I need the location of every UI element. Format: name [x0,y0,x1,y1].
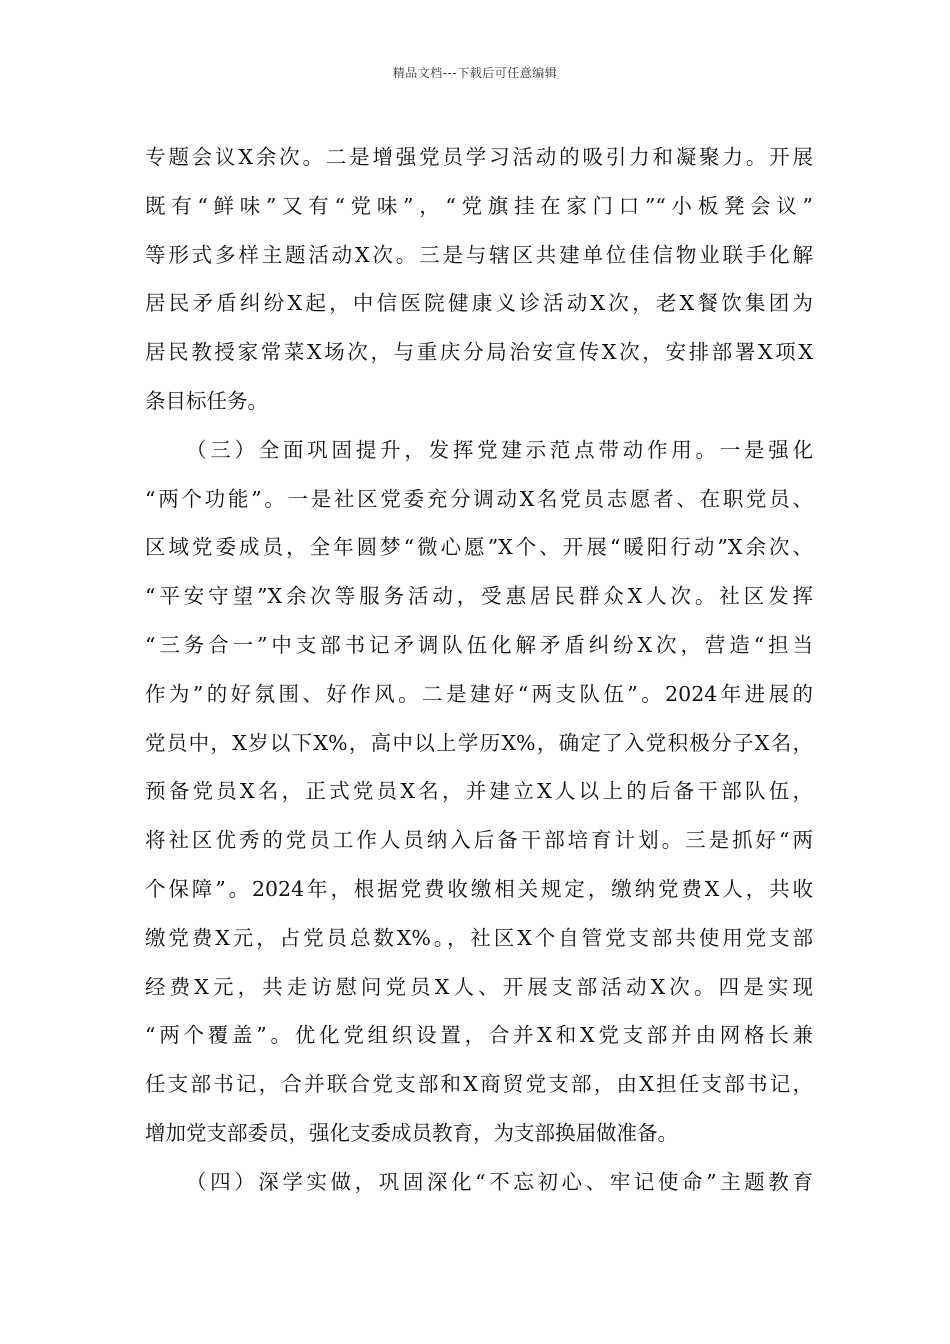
paragraph-line: （三）全面巩固提升，发挥党建示范点带动作用。一是强化 [186,437,813,462]
paragraph-line: “平安守望”X余次等服务活动，受惠居民群众X人次。社区发挥 [145,584,813,609]
paragraph-line: 任支部书记，合并联合党支部和X商贸党支部，由X担任支部书记， [145,1072,813,1097]
paragraph-line: “两个覆盖”。优化党组织设置，合并X和X党支部并由网格长兼 [145,1023,813,1048]
paragraph-line: 经费X元，共走访慰问党员X人、开展支部活动X次。四是实现 [145,974,813,999]
paragraph-line: 等形式多样主题活动X次。三是与辖区共建单位佳信物业联手化解 [145,242,813,267]
paragraph-line: 居民教授家常菜X场次，与重庆分局治安宣传X次，安排部署X项X [145,340,813,365]
paragraph-line: 居民矛盾纠纷X起，中信医院健康义诊活动X次，老X餐饮集团为 [145,291,813,316]
paragraph-line: 区域党委成员，全年圆梦“微心愿”X个、开展“暖阳行动”X余次、 [145,535,813,560]
document-body [145,133,813,1207]
paragraph-line: （四）深学实做，巩固深化“不忘初心、牢记使命”主题教育 [186,1169,813,1194]
paragraph-line: 增加党支部委员，强化支委成员教育，为支部换届做准备。 [145,1120,678,1145]
paragraph-line: 缴党费X元，占党员总数X%。，社区X个自管党支部共使用党支部 [145,925,813,950]
paragraph-line: 专题会议X余次。二是增强党员学习活动的吸引力和凝聚力。开展 [145,145,813,169]
paragraph-line: 条目标任务。 [145,388,268,413]
paragraph-line: 作为”的好氛围、好作风。二是建好“两支队伍”。2024年进展的 [145,681,813,706]
paragraph-line: 党员中，X岁以下X%，高中以上学历X%，确定了入党积极分子X名， [145,730,813,755]
paragraph-line: “三务合一”中支部书记矛调队伍化解矛盾纠纷X次，营造“担当 [145,632,813,657]
paragraph-line: 既有“鲜味”又有“党味”，“党旗挂在家门口”“小板凳会议” [145,193,813,218]
paragraph-line: “两个功能”。一是社区党委充分调动X名党员志愿者、在职党员、 [145,486,813,511]
paragraph-line: 将社区优秀的党员工作人员纳入后备干部培育计划。三是抓好“两 [145,828,813,853]
paragraph-line: 个保障”。2024年，根据党费收缴相关规定，缴纳党费X人，共收 [145,876,813,901]
page-header: 精品文档---下载后可任意编辑 [392,66,558,80]
paragraph-line: 预备党员X名，正式党员X名，并建立X人以上的后备干部队伍， [145,779,813,804]
